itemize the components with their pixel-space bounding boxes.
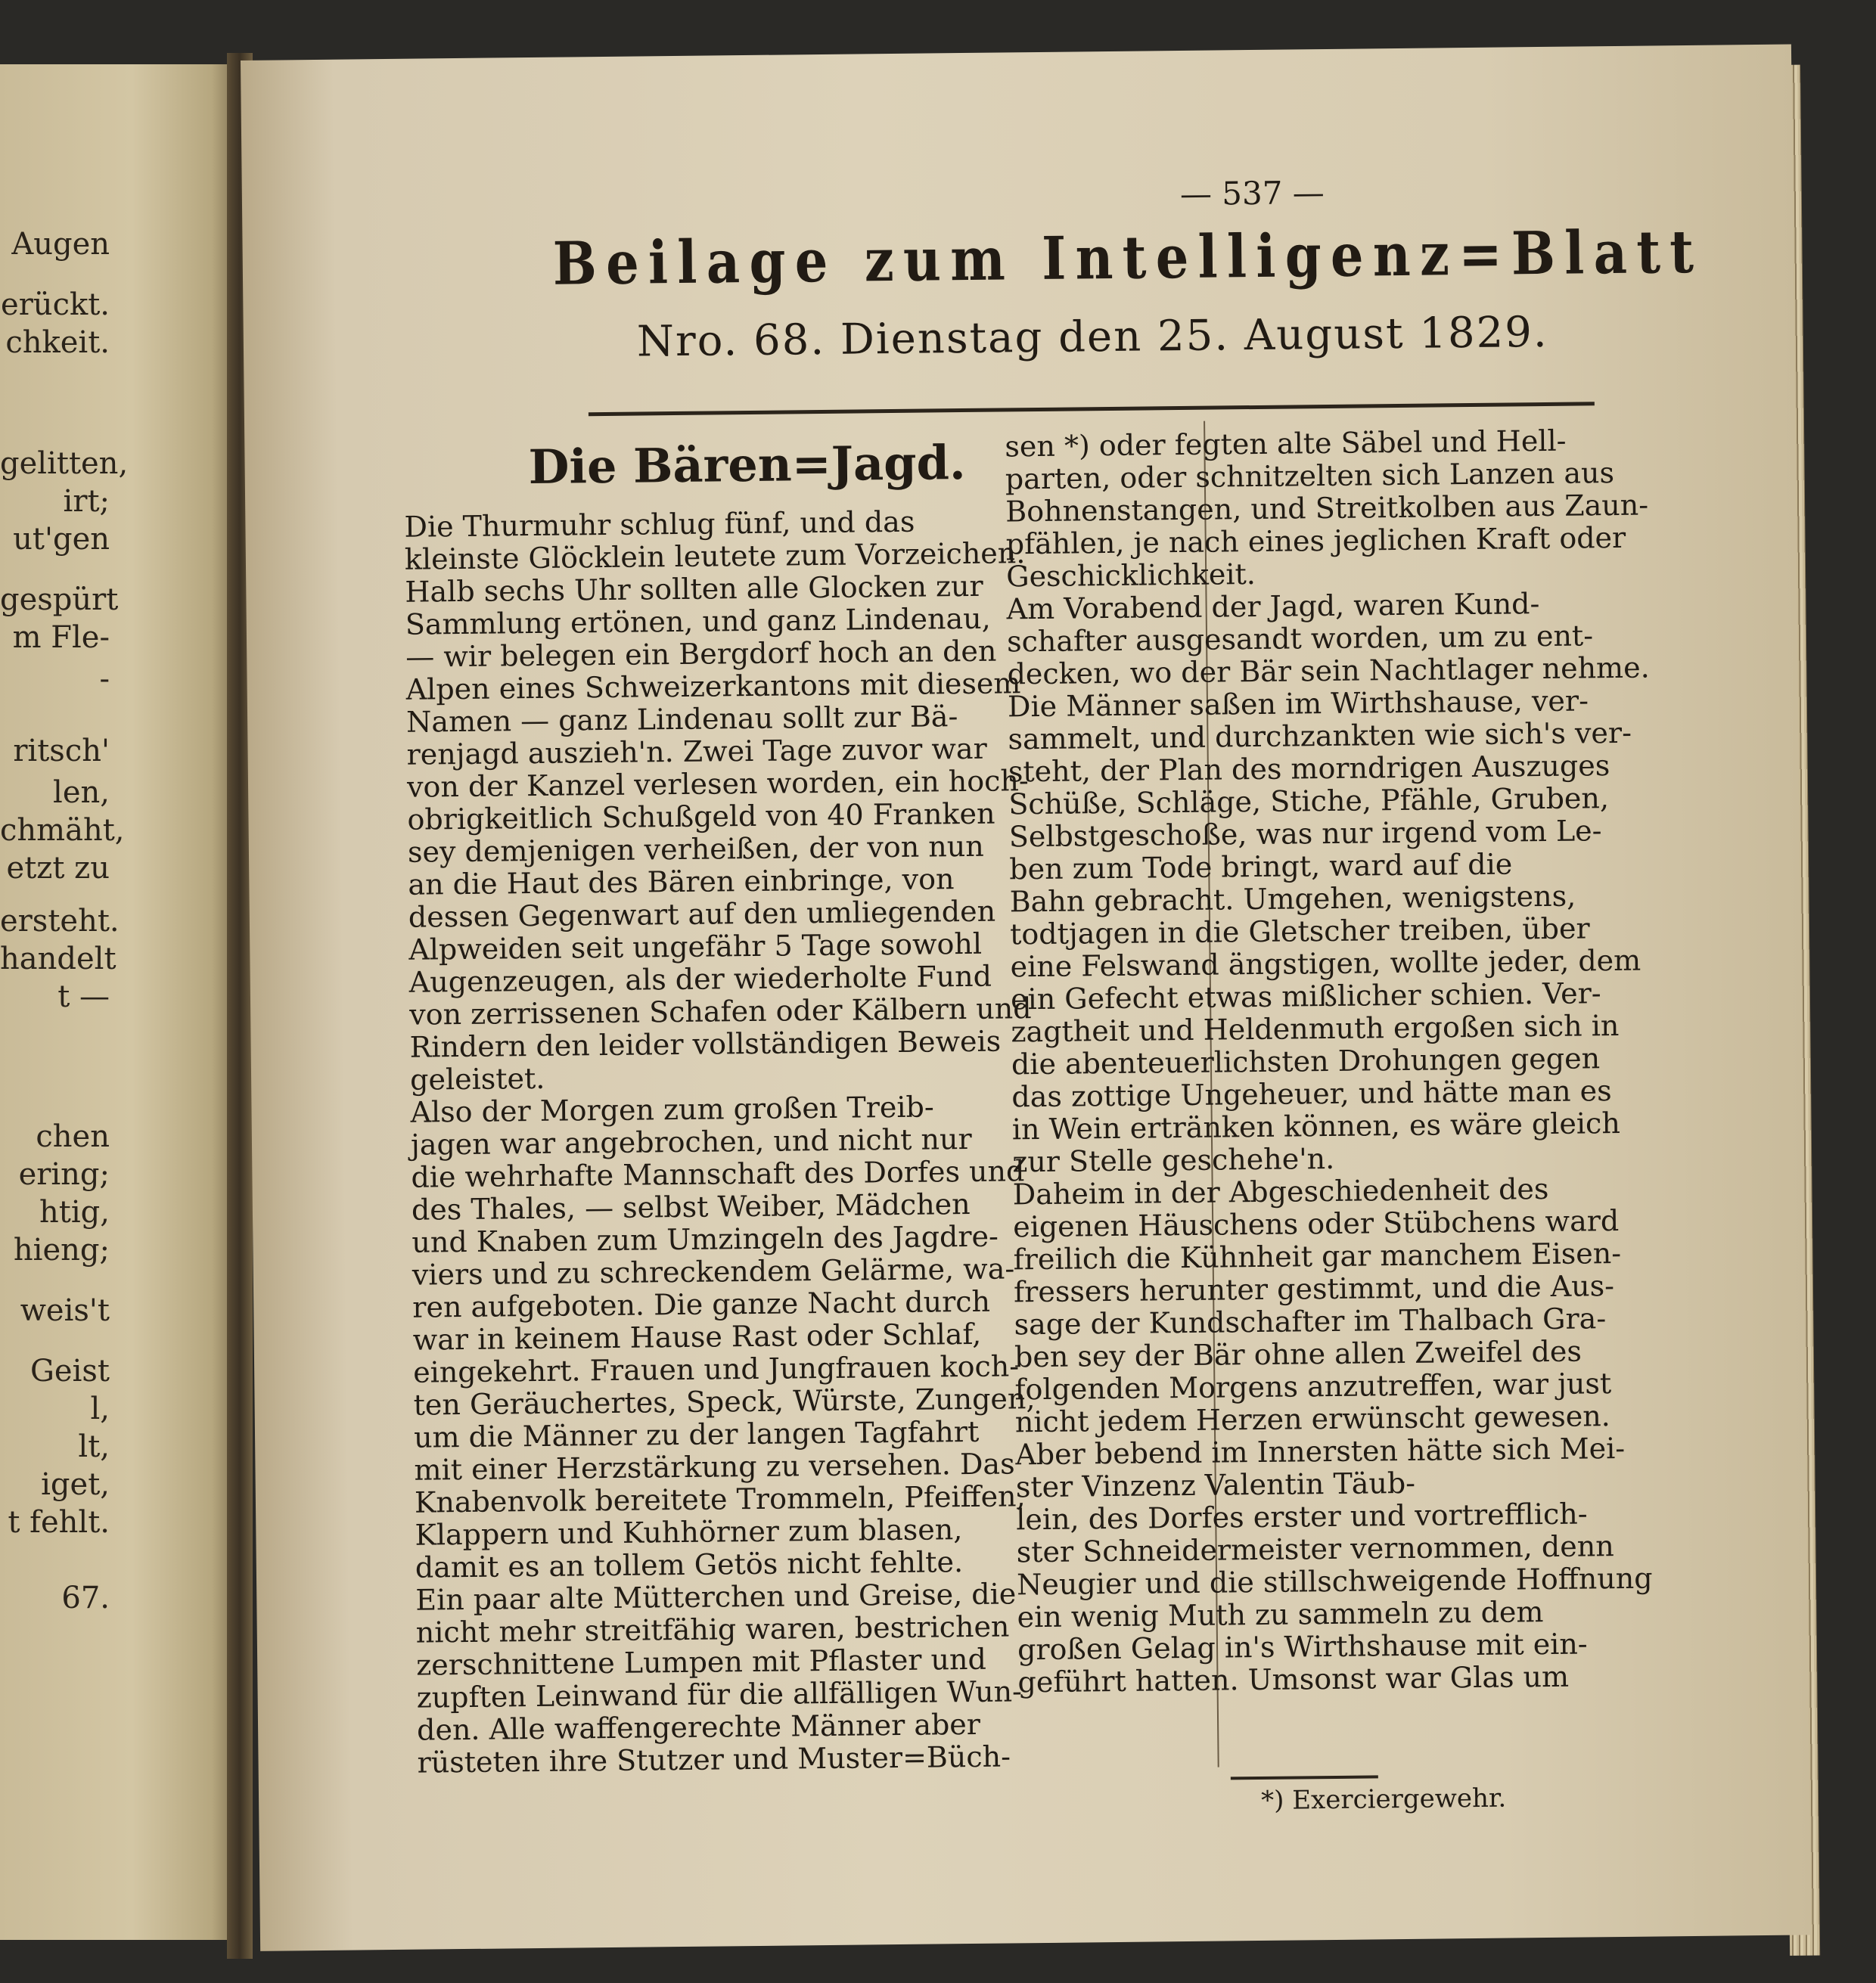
article-text-line: pfählen, je nach eines jeglichen Kraft oder xyxy=(1005,520,1626,561)
article-text-line: zupften Leinwand für die allfälligen Wun- xyxy=(416,1674,1023,1715)
article-text-line: renjagd auszieh'n. Zwei Tage zuvor war xyxy=(406,731,987,771)
article-text-line: Alpweiden seit ungefähr 5 Tage sowohl xyxy=(408,926,983,967)
article-text-line: Bahn gebracht. Umgehen, wenigstens, xyxy=(1009,879,1576,919)
article-text-line: Geschicklichkeit. xyxy=(1005,557,1256,594)
previous-page-text-fragment: ersteht. xyxy=(0,904,120,939)
previous-page-text-fragment: Augen xyxy=(11,227,110,262)
article-text-line: ein Gefecht etwas mißlicher schien. Ver- xyxy=(1010,976,1601,1016)
article-text-line: eine Felswand ängstigen, wollte jeder, dem xyxy=(1010,943,1642,984)
article-text-line: sen *) oder fegten alte Säbel und Hell- xyxy=(1005,424,1567,464)
article-text-line: Die Thurmuhr schlug fünf, und das xyxy=(404,504,915,544)
article-text-line: die wehrhafte Mannschaft des Dorfes und xyxy=(411,1154,1025,1194)
article-text-line: fressers herunter gestimmt, und die Aus- xyxy=(1013,1269,1615,1309)
article-text-line: sammelt, und durchzankten wie sich's ver- xyxy=(1008,715,1632,756)
previous-page-text-fragment: m Fle- xyxy=(12,620,110,655)
article-text-line: sage der Kundschafter im Thalbach Gra- xyxy=(1014,1302,1607,1342)
article-text-line: Klappern und Kuhhörner zum blasen, xyxy=(415,1513,963,1552)
article-text-line: von zerrissenen Schafen oder Kälbern und xyxy=(408,991,1032,1032)
previous-page-text-fragment: irt; xyxy=(63,484,110,519)
article-text-line: war in keinem Hause Rast oder Schlaf, xyxy=(412,1317,982,1357)
article-text-line: obrigkeitlich Schußgeld von 40 Franken xyxy=(407,796,995,836)
previous-page-text-fragment: chmäht, xyxy=(0,813,125,848)
previous-page-text-fragment: gespürt xyxy=(0,582,119,617)
article-text-line: Schüße, Schläge, Stiche, Pfähle, Gruben, xyxy=(1008,781,1610,821)
article-text-line: rüsteten ihre Stutzer und Muster=Büch- xyxy=(417,1739,1011,1780)
article-text-line: mit einer Herzstärkung zu versehen. Das xyxy=(414,1447,1015,1487)
article-text-line: ster Vinzenz Valentin Täub- xyxy=(1015,1466,1416,1504)
header-rule xyxy=(589,402,1595,416)
article-text-line: steht, der Plan des morndrigen Auszuges xyxy=(1008,749,1610,789)
article-title: Die Bären=Jagd. xyxy=(528,434,966,495)
article-text-line: geführt hatten. Umsonst war Glas um xyxy=(1017,1659,1570,1699)
article-text-line: an die Haut des Bären einbringe, von xyxy=(408,862,955,902)
issue-line: Nro. 68. Dienstag den 25. August 1829. xyxy=(636,307,1548,367)
article-text-line: Selbstgeschoße, was nur irgend vom Le- xyxy=(1008,814,1602,854)
previous-page-text-fragment: Geist xyxy=(30,1354,110,1389)
article-text-line: todtjagen in die Gletscher treiben, über xyxy=(1009,911,1590,951)
article-text-line: kleinste Glöcklein leutete zum Vorzeichen. xyxy=(404,536,1026,576)
page-number: — 537 — xyxy=(1179,174,1325,213)
article-text-line: parten, oder schnitzelten sich Lanzen aus xyxy=(1005,456,1615,496)
previous-page-text-fragment: ering; xyxy=(18,1157,110,1192)
article-text-line: dessen Gegenwart auf den umliegenden xyxy=(408,894,996,934)
article-text-line: Knabenvolk bereitete Trommeln, Pfeiffen, xyxy=(414,1479,1026,1519)
article-text-line: ren aufgeboten. Die ganze Nacht durch xyxy=(412,1284,991,1324)
previous-page-text-fragment: handelt xyxy=(0,942,116,976)
article-text-line: Aber bebend im Innersten hätte sich Mei- xyxy=(1015,1431,1626,1472)
article-text-line: in Wein ertränken können, es wäre gleich xyxy=(1011,1106,1621,1147)
article-text-line: Bohnenstangen, und Streitkolben aus Zaun- xyxy=(1005,488,1649,529)
article-text-line: Daheim in der Abgeschiedenheit des xyxy=(1012,1171,1549,1212)
footnote-rule xyxy=(1231,1775,1378,1780)
previous-page-text-fragment: - xyxy=(99,662,110,697)
article-text-line: nicht jedem Herzen erwünscht gewesen. xyxy=(1014,1399,1610,1439)
article-text-line: Sammlung ertönen, und ganz Lindenau, xyxy=(405,601,991,641)
article-text-line: zerschnittene Lumpen mit Pflaster und xyxy=(416,1642,987,1682)
previous-page-text-fragment: 67. xyxy=(61,1581,110,1615)
article-text-line: eingekehrt. Frauen und Jungfrauen koch- xyxy=(412,1349,1020,1389)
previous-page-text-fragment: chkeit. xyxy=(5,325,110,360)
article-text-line: Augenzeugen, als der wiederholte Fund xyxy=(408,959,992,999)
article-text-line: Namen — ganz Lindenau sollt zur Bä- xyxy=(405,700,958,739)
article-text-line: um die Männer zu der langen Tagfahrt xyxy=(413,1414,980,1454)
previous-page-text-fragment: iget, xyxy=(41,1467,110,1502)
previous-page-text-fragment: chen xyxy=(36,1119,110,1154)
newspaper-page xyxy=(241,45,1811,1951)
article-text-line: Halb sechs Uhr sollten alle Glocken zur xyxy=(405,569,983,609)
article-text-line: — wir belegen ein Bergdorf hoch an den xyxy=(405,634,997,674)
previous-page-text-fragment: len, xyxy=(53,775,110,810)
article-text-line: ein wenig Muth zu sammeln zu dem xyxy=(1017,1595,1544,1634)
article-text-line: Also der Morgen zum großen Treib- xyxy=(410,1090,934,1129)
article-text-line: Am Vorabend der Jagd, waren Kund- xyxy=(1006,587,1540,626)
article-text-line: damit es an tollem Getös nicht fehlte. xyxy=(415,1545,964,1584)
masthead-title: Beilage zum Intelligenz=Blatt xyxy=(552,217,1704,299)
article-text-line: schafter ausgesandt worden, um zu ent- xyxy=(1006,619,1594,659)
previous-page-text-fragment: ritsch' xyxy=(13,734,110,768)
article-text-line: nicht mehr streitfähig waren, bestrichen xyxy=(415,1609,1010,1649)
previous-page-text-fragment: etzt zu xyxy=(6,851,110,886)
article-text-line: ten Geräuchertes, Speck, Würste, Zungen, xyxy=(413,1382,1036,1422)
article-text-line: folgenden Morgens anzutreffen, war just xyxy=(1014,1367,1612,1407)
previous-page-text-fragment: weis't xyxy=(20,1293,110,1328)
article-text-line: zagtheit und Heldenmuth ergoßen sich in xyxy=(1011,1008,1620,1049)
previous-page-text-fragment: l, xyxy=(90,1392,110,1426)
article-text-line: ben sey der Bär ohne allen Zweifel des xyxy=(1014,1334,1582,1374)
article-text-line: die abenteuerlichsten Drohungen gegen xyxy=(1011,1041,1601,1081)
article-text-line: und Knaben zum Umzingeln des Jagdre- xyxy=(412,1219,999,1259)
article-text-line: Neugier und die stillschweigende Hoffnung xyxy=(1016,1561,1653,1602)
article-text-line: lein, des Dorfes erster und vortrefflich- xyxy=(1016,1497,1588,1537)
article-text-line: Alpen eines Schweizerkantons mit diesem xyxy=(405,666,1021,706)
article-text-line: Die Männer saßen im Wirthshause, ver- xyxy=(1007,684,1589,724)
article-text-line: ster Schneidermeister vernommen, denn xyxy=(1016,1529,1614,1569)
article-text-line: freilich die Kühnheit gar manchem Eisen- xyxy=(1013,1236,1622,1277)
previous-page-text-fragment: t fehlt. xyxy=(8,1505,110,1540)
article-text-line: ben zum Tode bringt, ward auf die xyxy=(1009,847,1513,886)
article-text-line: das zottige Ungeheuer, und hätte man es xyxy=(1011,1074,1612,1114)
article-text-line: des Thales, — selbst Weiber, Mädchen xyxy=(411,1187,971,1227)
article-column-right xyxy=(1005,422,1799,1699)
article-text-line: zur Stelle geschehe'n. xyxy=(1012,1141,1335,1179)
previous-page-fragment xyxy=(0,64,241,1940)
previous-page-text-fragment: lt, xyxy=(78,1429,110,1464)
article-text-line: Rindern den leider vollständigen Beweis xyxy=(409,1024,1002,1064)
article-text-line: jagen war angebrochen, und nicht nur xyxy=(410,1122,972,1162)
article-text-line: geleistet. xyxy=(409,1061,545,1097)
previous-page-text-fragment: t — xyxy=(57,979,110,1014)
article-text-line: decken, wo der Bär sein Nachtlager nehme. xyxy=(1007,650,1650,691)
previous-page-text-fragment: ut'gen xyxy=(13,522,110,557)
article-text-line: von der Kanzel verlesen worden, ein hoch- xyxy=(406,764,1029,804)
previous-page-text-fragment: gelitten, xyxy=(0,446,129,481)
footnote: *) Exerciergewehr. xyxy=(1260,1783,1507,1816)
article-text-line: eigenen Häuschens oder Stübchens ward xyxy=(1012,1204,1620,1244)
previous-page-text-fragment: htig, xyxy=(39,1195,110,1230)
previous-page-text-fragment: erückt. xyxy=(1,287,110,322)
article-text-line: großen Gelag in's Wirthshause mit ein- xyxy=(1017,1627,1588,1667)
article-text-line: viers und zu schreckendem Gelärme, wa- xyxy=(412,1252,1015,1292)
article-text-line: sey demjenigen verheißen, der von nun xyxy=(407,829,984,869)
article-text-line: den. Alle waffengerechte Männer aber xyxy=(416,1707,981,1747)
previous-page-text-fragment: hieng; xyxy=(13,1233,110,1268)
article-text-line: Ein paar alte Mütterchen und Greise, die xyxy=(415,1577,1017,1617)
